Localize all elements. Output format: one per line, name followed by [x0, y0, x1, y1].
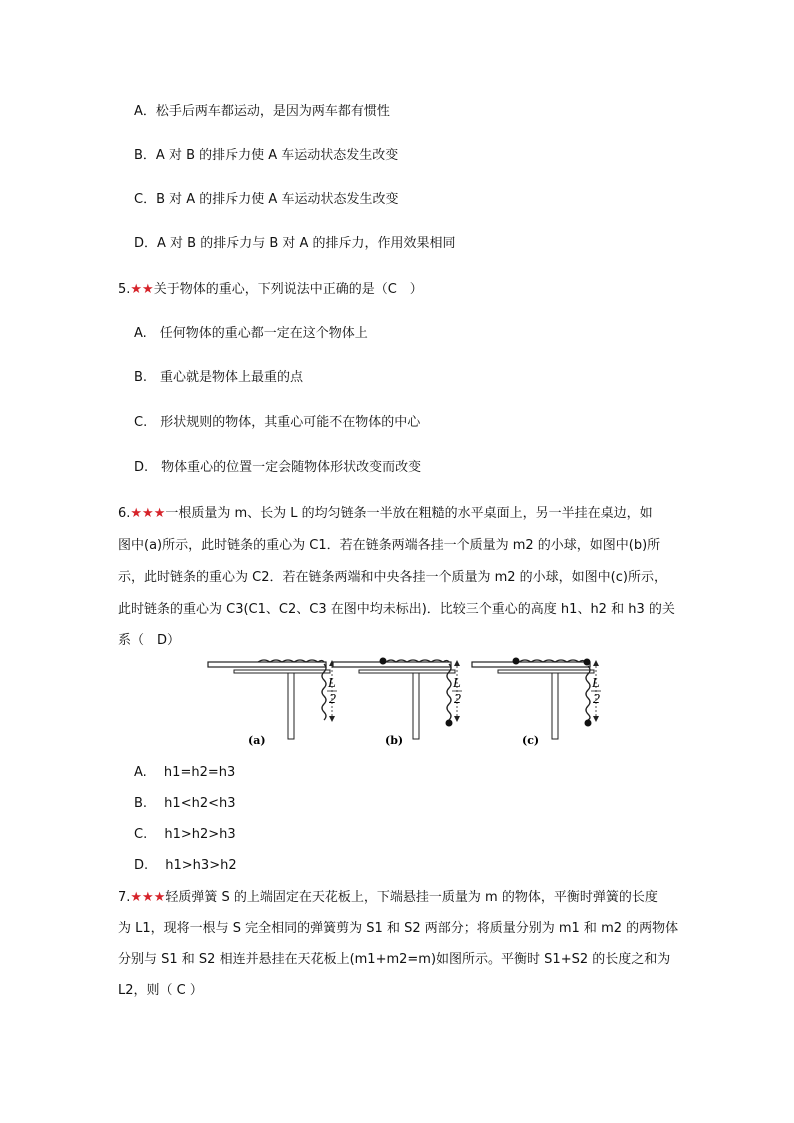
ball-end-bottom — [446, 720, 453, 727]
q6-stem-line-4: 此时链条的重心为 C3(C1、C2、C3 在图中均未标出)．比较三个重心的高度 h1、h2 和 h3 的关 — [118, 602, 675, 617]
ball-end-top — [380, 658, 387, 665]
hanging-chain — [586, 666, 590, 720]
q4-option-b: B．A 对 B 的排斥力使 A 车运动状态发生改变 — [134, 148, 399, 163]
table-edge — [234, 670, 330, 673]
figure-panel-b — [333, 658, 462, 747]
q7-difficulty-stars: ★★★ — [130, 890, 166, 905]
q7-stem-line-4: L2，则（ C ） — [118, 983, 203, 998]
length-label: L — [453, 676, 461, 691]
q6-stem-line-1 — [118, 505, 653, 523]
figure-label-b: (b) — [385, 734, 404, 746]
q6-stem-text-1: 一根质量为 m、长为 L 的均匀链条一半放在粗糙的水平桌面上，另一半挂在桌边，如 — [165, 506, 653, 521]
figure-panel-c — [472, 658, 601, 747]
q7-stem-line-1 — [118, 889, 658, 907]
q6-stem-line-5: 系（ D） — [118, 633, 181, 648]
q6-number: 6. — [118, 506, 131, 521]
q7-number: 7. — [118, 890, 131, 905]
q6-option-a: A. h1=h2=h3 — [134, 765, 236, 780]
chain-figure — [206, 656, 606, 746]
table-leg — [288, 673, 294, 739]
table-edge — [359, 670, 455, 673]
figure-label-a: (a) — [248, 734, 266, 746]
q6-option-d: D. h1>h3>h2 — [134, 858, 237, 873]
length-label: L — [328, 676, 336, 691]
table-edge — [498, 670, 594, 673]
q4-option-c: C．B 对 A 的排斥力使 A 车运动状态发生改变 — [134, 192, 399, 207]
fraction-denominator: 2 — [329, 692, 336, 707]
q5-option-b: B. 重心就是物体上最重的点 — [134, 370, 304, 385]
q6-option-c: C. h1>h2>h3 — [134, 827, 236, 842]
q6-difficulty-stars: ★★★ — [130, 506, 166, 521]
table-top — [333, 662, 451, 667]
q7-stem-text-1: 轻质弹簧 S 的上端固定在天花板上，下端悬挂一质量为 m 的物体，平衡时弹簧的长度 — [165, 890, 658, 905]
figure-label-c: (c) — [522, 734, 540, 746]
table-leg — [413, 673, 419, 739]
ball-middle — [584, 659, 591, 666]
ball-end-bottom — [585, 720, 592, 727]
q6-stem-line-3: 示，此时链条的重心为 C2．若在链条两端和中央各挂一个质量为 m2 的小球，如图中(c)所示， — [118, 570, 667, 585]
q5-stem-text: 关于物体的重心，下列说法中正确的是（C ） — [153, 282, 423, 297]
q6-option-b: B. h1<h2<h3 — [134, 796, 236, 811]
q5-stem — [118, 281, 423, 299]
q5-difficulty-stars: ★★ — [130, 282, 154, 297]
q6-stem-line-2: 图中(a)所示，此时链条的重心为 C1．若在链条两端各挂一个质量为 m2 的小球，如图中(b)所 — [118, 538, 661, 553]
ball-end-top — [513, 658, 520, 665]
q4-option-a: A．松手后两车都运动，是因为两车都有惯性 — [134, 104, 390, 119]
fraction-denominator: 2 — [454, 692, 461, 707]
q5-option-a: A. 任何物体的重心都一定在这个物体上 — [134, 326, 368, 341]
q4-option-d: D．A 对 B 的排斥力与 B 对 A 的排斥力，作用效果相同 — [134, 236, 456, 251]
figure-panel-a — [208, 660, 337, 746]
q7-stem-line-2: 为 L1，现将一根与 S 完全相同的弹簧剪为 S1 和 S2 两部分；将质量分别为 m1 和 m2 的两物体 — [118, 921, 679, 936]
fraction-denominator: 2 — [593, 692, 600, 707]
table-top — [208, 662, 326, 667]
table-leg — [552, 673, 558, 739]
length-label: L — [592, 676, 600, 691]
q7-stem-line-3: 分别与 S1 和 S2 相连并悬挂在天花板上(m1+m2=m)如图所示。平衡时 S1+S2 的长度之和为 — [118, 952, 671, 967]
q5-number: 5. — [118, 282, 131, 297]
q5-option-d: D. 物体重心的位置一定会随物体形状改变而改变 — [134, 460, 422, 475]
q5-option-c: C. 形状规则的物体，其重心可能不在物体的中心 — [134, 415, 421, 430]
